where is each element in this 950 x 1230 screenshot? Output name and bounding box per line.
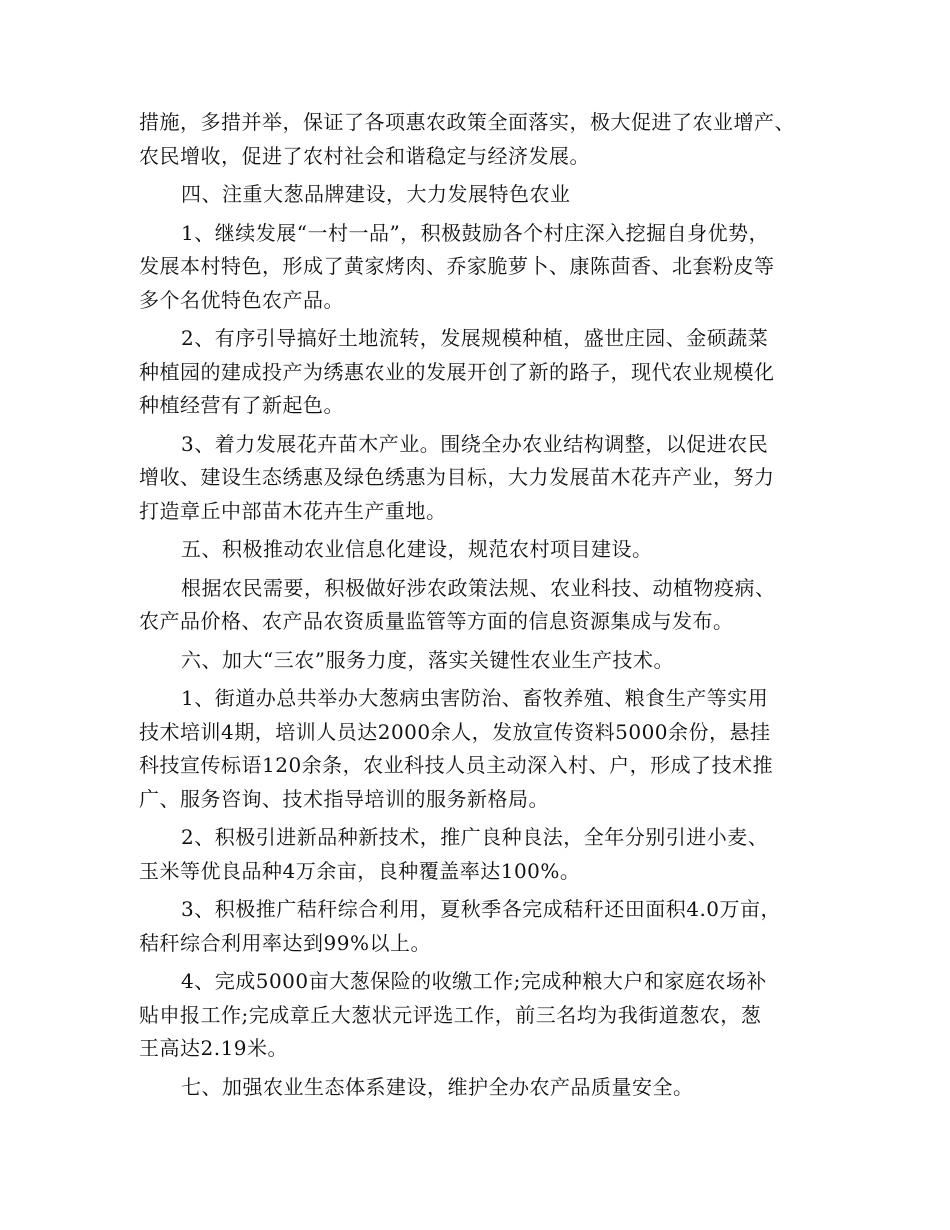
text-line: 根据农民需要，积极做好涉农政策法规、农业科技、动植物疫病、 (181, 575, 776, 600)
text-line: 技术培训4期，培训人员达2000余人，发放宣传资料5000余份，悬挂 (139, 719, 771, 744)
text-line: 2、有序引导搞好土地流转，发展规模种植，盛世庄园、金硕蔬菜 (181, 326, 769, 350)
paragraph-5 (139, 428, 822, 529)
text-line: 打造章丘中部苗木花卉生产重地。 (139, 498, 447, 523)
text-line: 四、注重大葱品牌建设，大力发展特色农业 (181, 182, 571, 206)
text-line: 多个名优特色农产品。 (139, 287, 344, 312)
paragraph-1 (139, 106, 822, 173)
document-body (139, 106, 822, 1109)
text-line: 4、完成5000亩大葱保险的收缴工作;完成种粮大户和家庭农场补 (181, 969, 767, 993)
paragraph-10 (139, 821, 822, 888)
paragraph-8 (139, 644, 822, 678)
text-line: 措施，多措并举，保证了各项惠农政策全面落实，极大促进了农业增产、 (139, 110, 795, 134)
text-line: 玉米等优良品种4万余亩，良种覆盖率达100%。 (139, 858, 581, 883)
text-line: 种植经营有了新起色。 (139, 393, 344, 417)
text-line: 种植园的建成投产为绣惠农业的发展开创了新的路子，现代农业规模化 (139, 359, 775, 384)
text-line: 王高达2.19米。 (139, 1036, 289, 1060)
paragraph-7 (139, 572, 822, 639)
text-line: 1、继续发展“一村一品”，积极鼓励各个村庄深入挖掘自身优势， (181, 220, 770, 245)
text-line: 3、着力发展花卉苗木产业。围绕全办农业结构调整，以促进农民 (181, 431, 769, 456)
paragraph-6 (139, 533, 822, 567)
text-line: 秸秆综合利用率达到99%以上。 (139, 930, 431, 955)
text-line: 3、积极推广秸秆综合利用，夏秋季各完成秸秆还田面积4.0万亩， (181, 897, 782, 921)
text-line: 广、服务咨询、技术指导培训的服务新格局。 (139, 786, 549, 811)
text-line: 2、积极引进新品种新技术，推广良种良法，全年分别引进小麦、 (181, 825, 769, 849)
paragraph-4 (139, 322, 822, 423)
text-line: 贴申报工作;完成章丘大葱状元评选工作，前三名均为我街道葱农，葱 (139, 1002, 762, 1027)
text-line: 1、街道办总共举办大葱病虫害防治、畜牧养殖、粮食生产等实用 (181, 686, 769, 710)
text-line: 七、加强农业生态体系建设，维护全办农产品质量安全。 (181, 1074, 694, 1099)
text-line: 发展本村特色，形成了黄家烤肉、乔家脆萝卜、康陈茴香、北套粉皮等 (139, 254, 775, 278)
paragraph-2 (139, 178, 822, 212)
paragraph-12 (139, 965, 822, 1066)
paragraph-3 (139, 217, 822, 318)
paragraph-13 (139, 1071, 822, 1105)
paragraph-9 (139, 682, 822, 816)
text-line: 六、加大“三农”服务力度，落实关键性农业生产技术。 (181, 647, 674, 672)
text-line: 增收、建设生态绣惠及绿色绣惠为目标，大力发展苗木花卉产业，努力 (139, 465, 775, 489)
text-line: 农民增收，促进了农村社会和谐稳定与经济发展。 (139, 143, 590, 168)
text-line: 科技宣传标语120余条，农业科技人员主动深入村、户，形成了技术推 (139, 753, 774, 777)
text-line: 五、积极推动农业信息化建设，规范农村项目建设。 (181, 537, 653, 561)
paragraph-11 (139, 893, 822, 960)
text-line: 农产品价格、农产品农资质量监管等方面的信息资源集成与发布。 (139, 609, 734, 633)
